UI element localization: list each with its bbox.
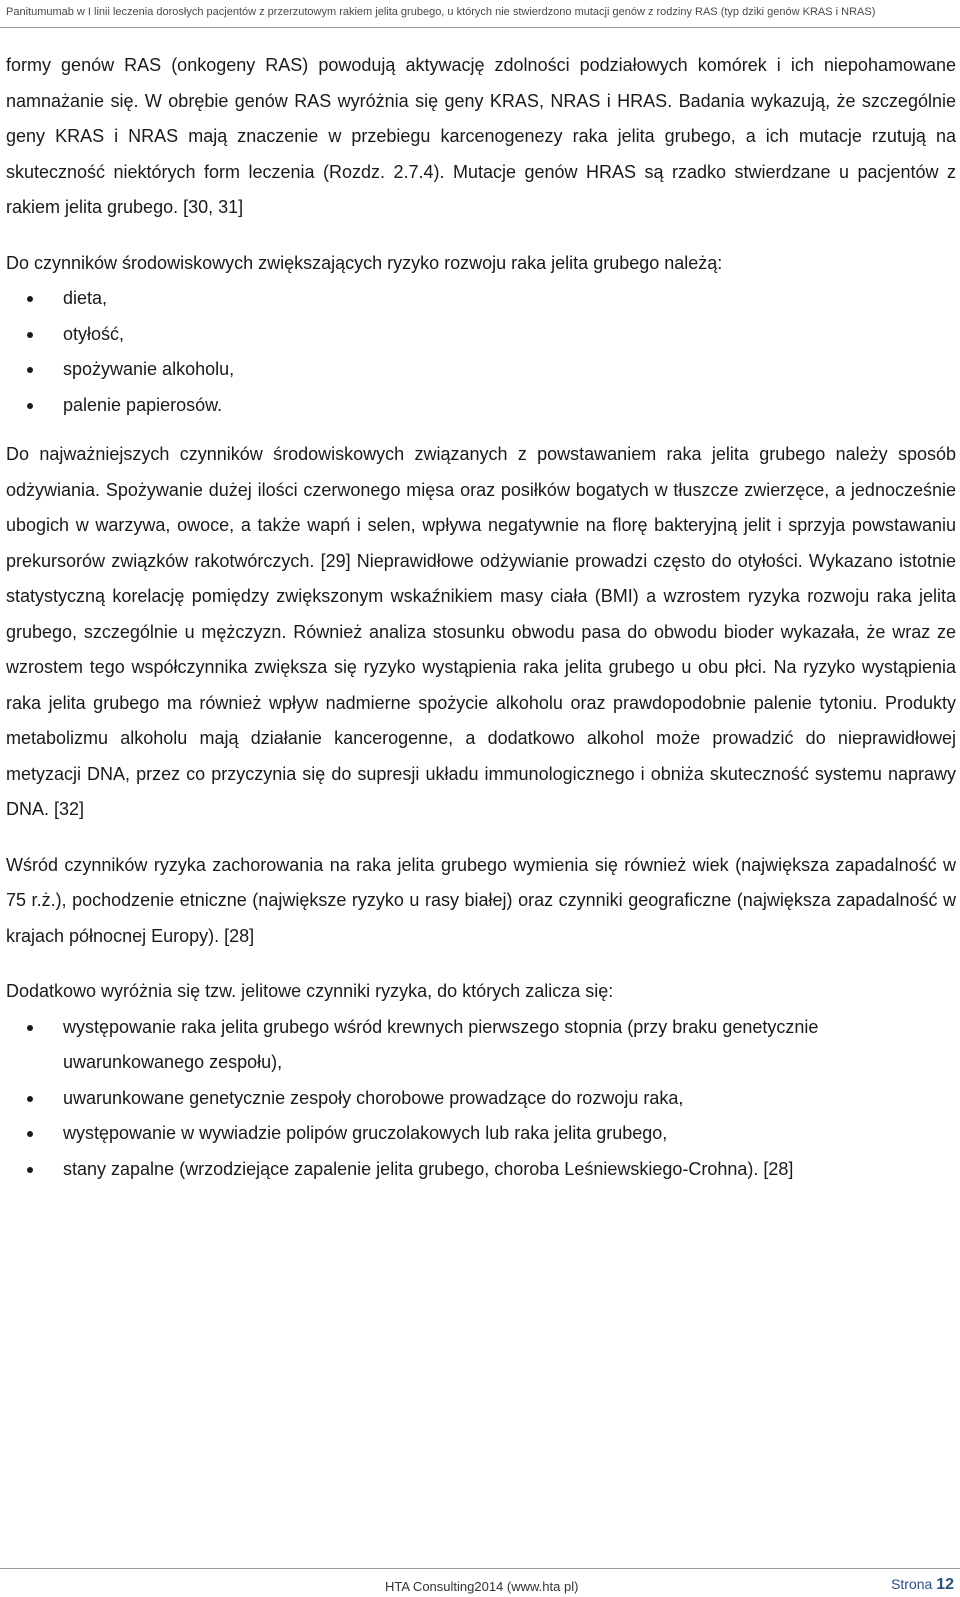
paragraph-diet-and-obesity: Do najważniejszych czynników środowiskowych związanych z powstawaniem raka jelita grubego należy sposób odżywiania. Spożywanie dużej ilości czerwonego mięsa oraz posiłków bogatych w tłuszcze zwierzęce, a jednocześnie ubogich w warzywa, owoce, a także wapń i selen, wpływa negatywnie na florę bakteryjną jelit i sprzyja powstawaniu prekursorów związków rakotwórczych. [29] Nieprawidłowe odżywianie prowadzi często do otyłości. Wykazano istotnie statystyczną korelację pomiędzy zwiększonym wskaźnikiem masy ciała (BMI) a wzrostem ryzyka rozwoju raka jelita grubego, szczególnie u mężczyzn. Również analiza stosunku obwodu pasa do obwodu bioder wykazała, że wraz ze wzrostem tego współczynnika zwiększa się ryzyko wystąpienia raka jelita grubego u obu płci. Na ryzyko wystąpienia raka jelita grubego ma również wpływ nadmierne spożycie alkoholu oraz prawdopodobnie palenie tytoniu. Produkty metabolizmu alkoholu mają działanie kancerogenne, a dodatkowo alkohol może prowadzić do nieprawidłowej metyzacji DNA, przez co przyczynia się do supresji układu immunologicznego i obniża skuteczność systemu naprawy DNA. [32] — [6, 444, 956, 819]
intestinal-factors-list — [6, 1010, 956, 1188]
bullet-icon — [27, 1025, 33, 1031]
document-body — [6, 48, 956, 1187]
footer-divider — [0, 1568, 960, 1569]
paragraph-intestinal-factors-intro: Dodatkowo wyróżnia się tzw. jelitowe czynniki ryzyka, do których zalicza się: — [6, 981, 614, 1001]
list-item: uwarunkowane genetycznie zespoły chorobowe prowadzące do rozwoju raka, — [6, 1081, 956, 1117]
document-title: Panitumumab w I linii leczenia dorosłych pacjentów z przerzutowym rakiem jelita grubego, u których nie stwierdzono mutacji genów z rodziny RAS (typ dziki genów KRAS i NRAS) — [6, 6, 876, 18]
page-header — [0, 0, 960, 28]
page-number: 12 — [936, 1576, 954, 1593]
list-item: występowanie raka jelita grubego wśród krewnych pierwszego stopnia (przy braku genetycznie uwarunkowanego zespołu), — [6, 1010, 956, 1081]
footer-company: HTA Consulting2014 (www.hta pl) — [385, 1579, 579, 1594]
bullet-icon — [27, 403, 33, 409]
list-item: palenie papierosów. — [6, 388, 956, 424]
page-footer — [0, 1568, 960, 1597]
bullet-icon — [27, 296, 33, 302]
page-label: Strona — [891, 1576, 933, 1592]
list-item: występowanie w wywiadzie polipów gruczolakowych lub raka jelita grubego, — [6, 1116, 956, 1152]
list-item: otyłość, — [6, 317, 956, 353]
page-indicator — [891, 1576, 954, 1594]
paragraph-environmental-factors-intro: Do czynników środowiskowych zwiększających ryzyko rozwoju raka jelita grubego należą: — [6, 252, 723, 273]
paragraph-ras-genes: formy genów RAS (onkogeny RAS) powodują aktywację zdolności podziałowych komórek i ich niepohamowane namnażanie się. W obrębie genów RAS wyróżnia się geny KRAS, NRAS i HRAS. Badania wykazują, że szczególnie geny KRAS i NRAS mają znaczenie w przebiegu karcenogenezy raka jelita grubego, a ich mutacje rzutują na skuteczność niektórych form leczenia (Rozdz. 2.7.4). Mutacje genów HRAS są rzadko stwierdzane u pacjentów z rakiem jelita grubego. [30, 31] — [6, 55, 956, 217]
bullet-icon — [27, 367, 33, 373]
paragraph-age-ethnicity-geography: Wśród czynników ryzyka zachorowania na raka jelita grubego wymienia się również wiek (największa zapadalność w 75 r.ż.), pochodzenie etniczne (największe ryzyko u rasy białej) oraz czynniki geograficzne (największa zapadalność w krajach północnej Europy). [28] — [6, 854, 956, 946]
list-item: spożywanie alkoholu, — [6, 352, 956, 388]
bullet-icon — [27, 332, 33, 338]
list-item: dieta, — [6, 281, 956, 317]
bullet-icon — [27, 1131, 33, 1137]
bullet-icon — [27, 1096, 33, 1102]
bullet-icon — [27, 1167, 33, 1173]
environmental-factors-list — [6, 281, 956, 423]
list-item: stany zapalne (wrzodziejące zapalenie jelita grubego, choroba Leśniewskiego-Crohna). [28] — [6, 1152, 956, 1188]
